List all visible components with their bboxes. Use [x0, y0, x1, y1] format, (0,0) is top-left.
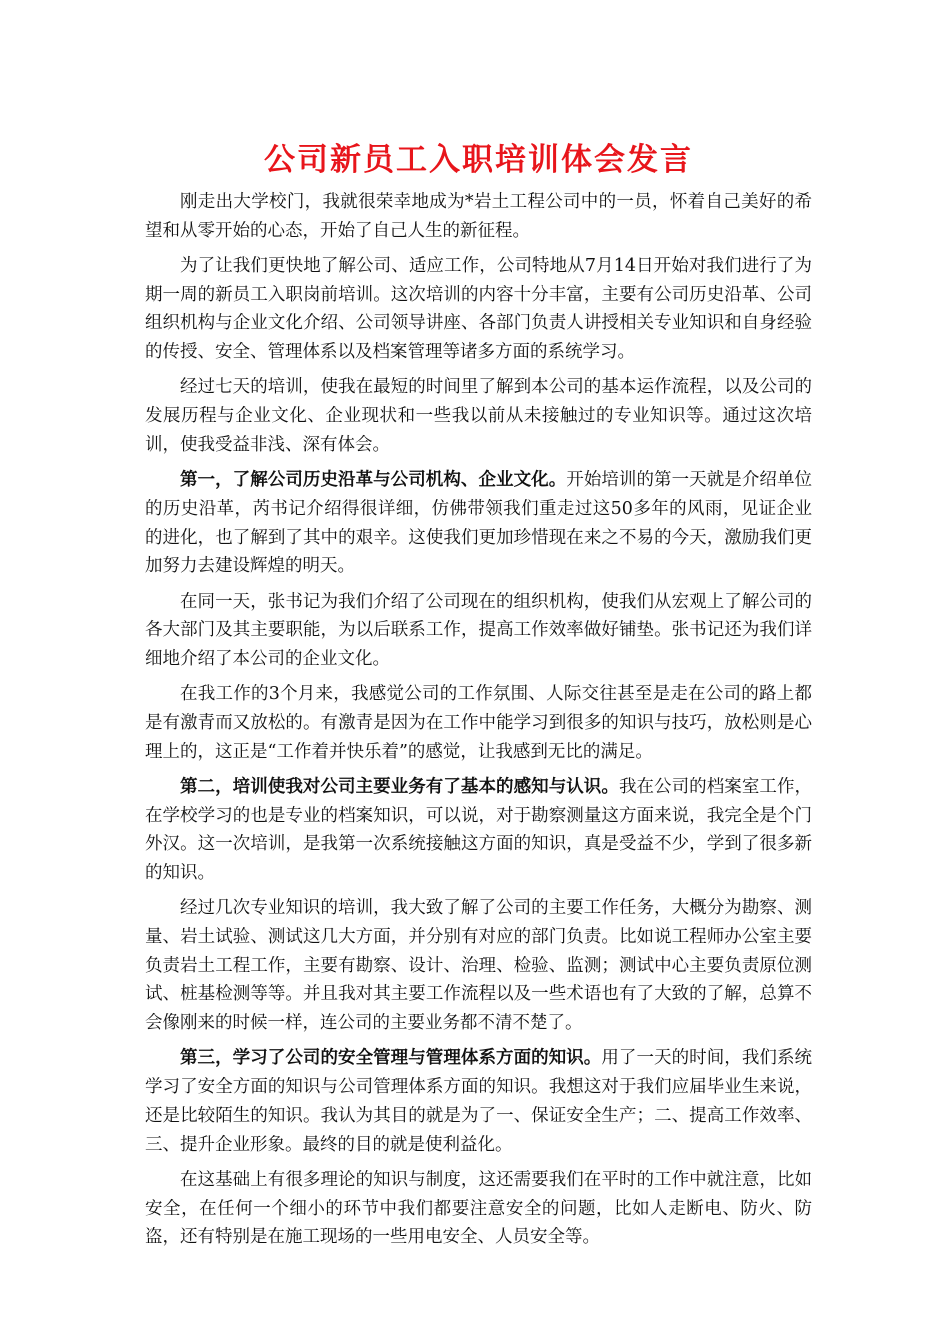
paragraph-text: 在同一天，张书记为我们介绍了公司现在的组织机构，使我们从宏观上了解公司的各大部门及其主要职能，为以后联系工作，提高工作效率做好铺垫。张书记还为我们详细地介绍了本公司的企业文化。 [145, 591, 812, 669]
paragraph-text: 刚走出大学校门，我就很荣幸地成为*岩土工程公司中的一员，怀着自己美好的希望和从零开始的心态，开始了自己人生的新征程。 [145, 192, 812, 241]
body-paragraph [145, 680, 812, 766]
paragraph-text: 在我工作的3个月来，我感觉公司的工作氛围、人际交往甚至是走在公司的路上都是有激青而又放松的。有激青是因为在工作中能学习到很多的知识与技巧，放松则是心理上的，这正是“工作着并快乐着”的感觉，让我感到无比的满足。 [145, 684, 812, 762]
paragraph-text: 用了一天的时间，我们系统学习了安全方面的知识与公司管理体系方面的知识。我想这对于我们应届毕业生来说，还是比较陌生的知识。我认为其目的就是为了一、保证安全生产；二、提高工作效率、三、提升企业形象。最终的目的就是使利益化。 [145, 1048, 813, 1155]
paragraph-text: 经过几次专业知识的培训，我大致了解了公司的主要工作任务，大概分为勘察、测量、岩土试验、测试这几大方面，并分别有对应的部门负责。比如说工程师办公室主要负责岩土工程工作，主要有勘察、设计、治理、检验、监测；测试中心主要负责原位测试、桩基检测等等。并且我对其主要工作流程以及一些术语也有了大致的了解，总算不会像刚来的时候一样，连公司的主要业务都不清不楚了。 [145, 898, 812, 1034]
paragraph-lead-heading: 第三，学习了公司的安全管理与管理体系方面的知识。 [180, 1048, 602, 1069]
paragraph-text: 我在公司的档案室工作，在学校学习的也是专业的档案知识，可以说，对于勘察测量这方面来说，我完全是个门外汉。这一次培训，是我第一次系统接触这方面的知识，真是受益不少，学到了很多新的知识。 [145, 776, 813, 884]
body-paragraph [145, 252, 812, 367]
body-paragraph [145, 773, 812, 888]
document-title: 公司新员工入职培训体会发言 [264, 142, 693, 178]
body-paragraph [145, 188, 812, 245]
paragraph-text: 开始培训的第一天就是介绍单位的历史沿革，芮书记介绍得很详细，仿佛带领我们重走过这50多年的风雨，见证企业的进化，也了解到了其中的艰辛。这使我们更加珍惜现在来之不易的今天，激励我们更加努力去建设辉煌的明天。 [145, 470, 813, 577]
paragraph-text: 为了让我们更快地了解公司、适应工作，公司特地从7月14日开始对我们进行了为期一周的新员工入职岗前培训。这次培训的内容十分丰富，主要有公司历史沿革、公司组织机构与企业文化介绍、公司领导讲座、各部门负责人讲授相关专业知识和自身经验的传授、安全、管理体系以及档案管理等诸多方面的系统学习。 [145, 256, 812, 363]
paragraph-text: 经过七天的培训，使我在最短的时间里了解到本公司的基本运作流程，以及公司的发展历程与企业文化、企业现状和一些我以前从未接触过的专业知识等。通过这次培训，使我受益非浅、深有体会。 [145, 377, 812, 455]
document-body [145, 188, 812, 1259]
body-paragraph [145, 1044, 812, 1159]
body-paragraph [145, 894, 812, 1038]
paragraph-text: 在这基础上有很多理论的知识与制度，这还需要我们在平时的工作中就注意，比如安全，在任何一个细小的环节中我们都要注意安全的问题，比如人走断电、防火、防盗，还有特别是在施工现场的一些用电安全、人员安全等。 [145, 1169, 812, 1248]
body-paragraph [145, 1166, 812, 1252]
document-page [145, 0, 812, 1344]
body-paragraph [145, 466, 812, 581]
paragraph-lead-heading: 第二，培训使我对公司主要业务有了基本的感知与认识。 [180, 776, 619, 797]
paragraph-lead-heading: 第一，了解公司历史沿革与公司机构、企业文化。 [180, 470, 567, 491]
body-paragraph [145, 373, 812, 459]
body-paragraph [145, 588, 812, 674]
